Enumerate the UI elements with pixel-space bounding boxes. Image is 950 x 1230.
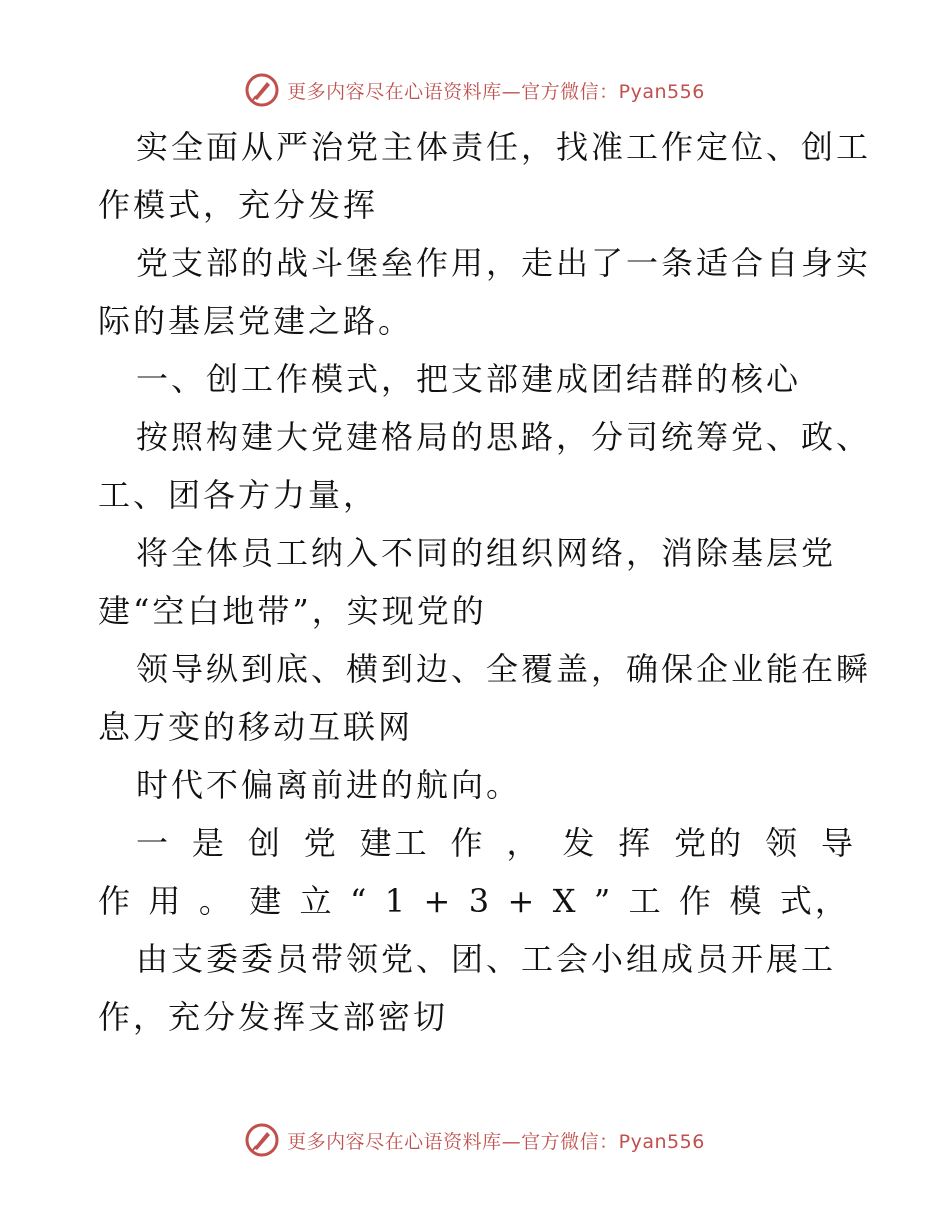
paragraph-line: 建“空白地带”，实现党的 <box>98 592 487 630</box>
spread-token: 1 <box>384 882 409 920</box>
spread-token: ， <box>506 824 542 862</box>
spread-token: + <box>507 882 538 920</box>
spread-token: 导 <box>820 824 856 862</box>
spread-token: 建 <box>249 882 285 920</box>
spread-token: 式， <box>779 882 850 920</box>
watermark-text: 更多内容尽在心语资料库—官方微信：Pyan556 <box>287 1130 705 1153</box>
paragraph-line: 实全面从严治党主体责任，找准工作定位、创工 <box>136 128 872 166</box>
justified-line <box>98 814 858 872</box>
paragraph-line: 息万变的移动互联网 <box>98 708 414 746</box>
spread-token: + <box>423 882 454 920</box>
spread-token: 作 <box>450 824 486 862</box>
paragraph-line: 由支委委员带领党、团、工会小组成员开展工 <box>136 940 837 978</box>
spread-token: X <box>552 882 579 920</box>
spread-token: 3 <box>468 882 493 920</box>
spread-token: 一 <box>136 824 172 862</box>
spread-token: 发 <box>562 824 598 862</box>
spread-token: 作 <box>98 882 134 920</box>
paragraph-line: 作模式，充分发挥 <box>98 186 379 224</box>
paragraph-line: 党支部的战斗堡垒作用，走出了一条适合自身实 <box>136 244 872 282</box>
section-heading: 一、创工作模式，把支部建成团结群的核心 <box>136 360 802 398</box>
quill-pen-logo-icon <box>245 73 279 107</box>
document-body <box>98 118 872 1046</box>
paragraph-line: 领导纵到底、横到边、全覆盖，确保企业能在瞬 <box>136 650 872 688</box>
spread-token: 建工 <box>359 824 430 862</box>
spread-token: “ <box>350 882 370 920</box>
justified-line <box>98 872 858 930</box>
spread-token: 立 <box>299 882 335 920</box>
paragraph-line: 作，充分发挥支部密切 <box>98 998 449 1036</box>
quill-pen-logo-icon <box>245 1123 279 1157</box>
spread-token: 党 <box>303 824 339 862</box>
spread-token: 领 <box>765 824 801 862</box>
spread-token: 。 <box>198 882 234 920</box>
paragraph-line: 际的基层党建之路。 <box>98 302 414 340</box>
spread-token: 党的 <box>674 824 745 862</box>
spread-token: 是 <box>191 824 227 862</box>
spread-text-2 <box>98 872 850 930</box>
header-watermark <box>0 70 950 110</box>
paragraph-line: 工、团各方力量， <box>98 476 379 514</box>
spread-token: 工 <box>628 882 664 920</box>
spread-text-1 <box>136 814 856 872</box>
spread-token: 模 <box>729 882 765 920</box>
paragraph-line: 时代不偏离前进的航向。 <box>136 766 522 804</box>
spread-token: 挥 <box>618 824 654 862</box>
footer-watermark <box>0 1120 950 1160</box>
paragraph-line: 按照构建大党建格局的思路，分司统筹党、政、 <box>136 418 872 456</box>
watermark-text: 更多内容尽在心语资料库—官方微信：Pyan556 <box>287 80 705 103</box>
spread-token: 作 <box>679 882 715 920</box>
spread-token: ” <box>593 882 614 920</box>
spread-token: 用 <box>148 882 184 920</box>
spread-token: 创 <box>247 824 283 862</box>
paragraph-line: 将全体员工纳入不同的组织网络，消除基层党 <box>136 534 837 572</box>
